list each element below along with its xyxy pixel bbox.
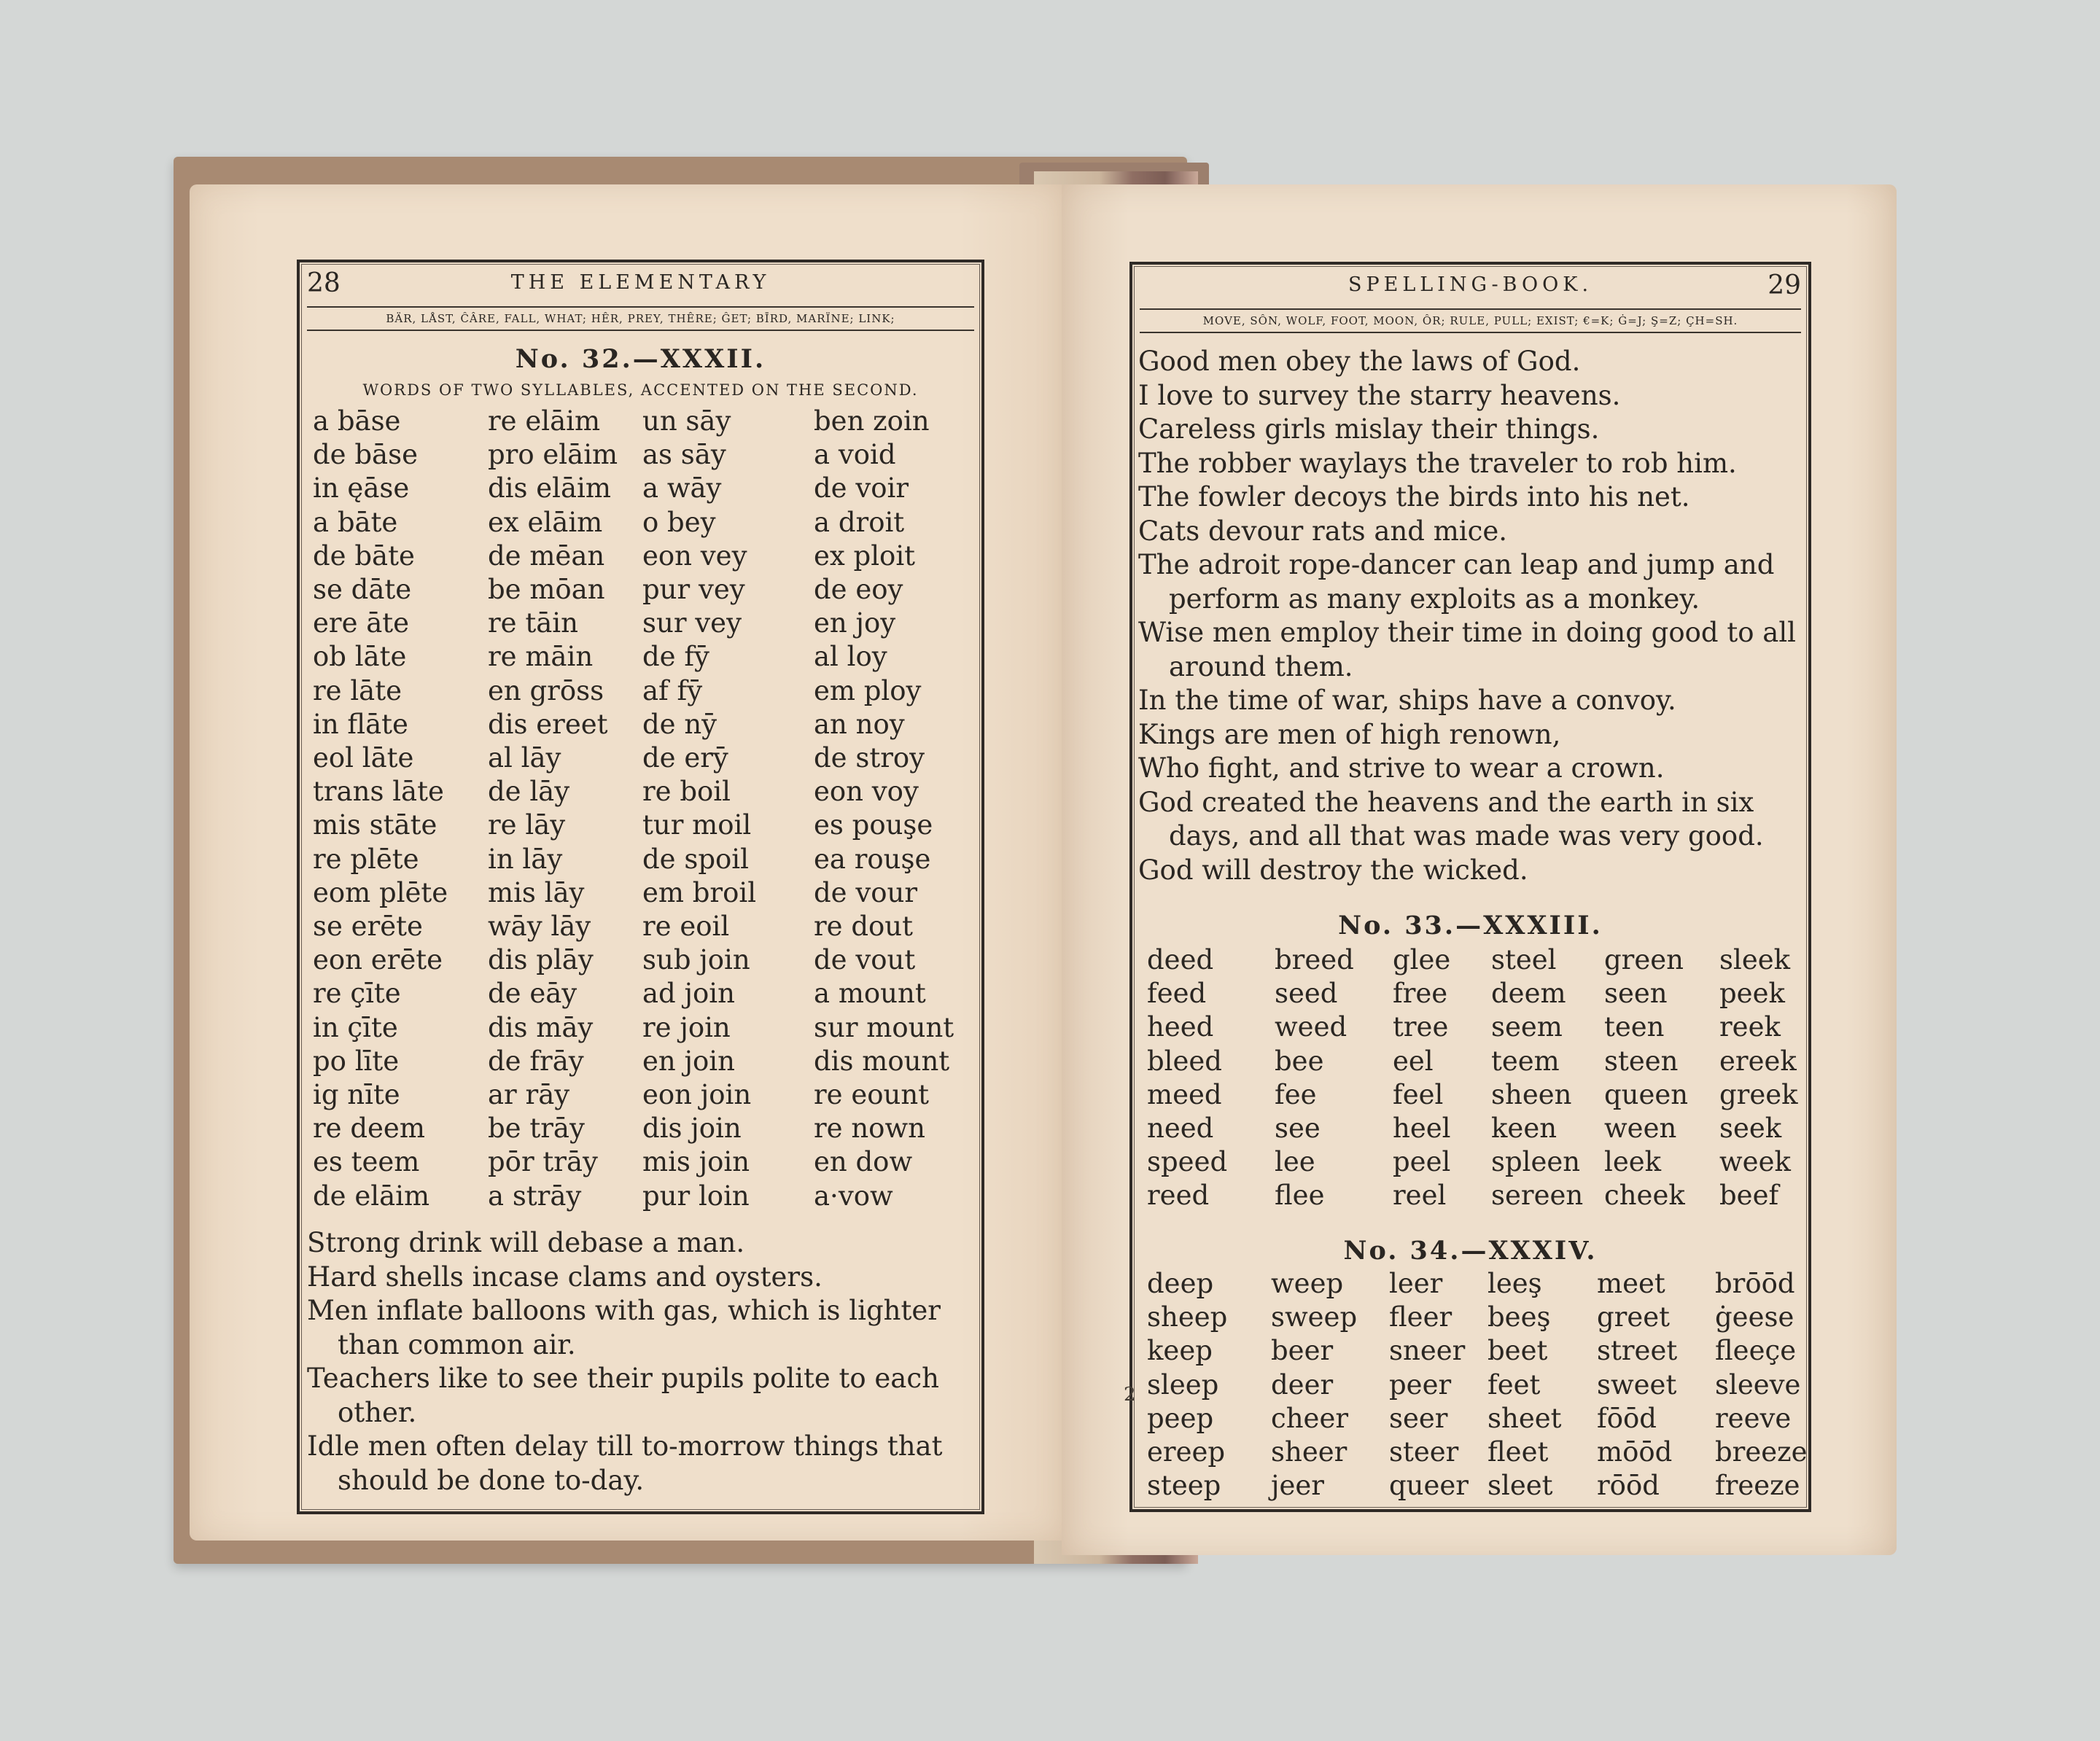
word-cell: queen xyxy=(1604,1078,1689,1110)
word-cell: in ęāse xyxy=(313,472,410,505)
word-cell: al loy xyxy=(814,641,887,673)
word-cell: de elāim xyxy=(313,1180,430,1212)
word-cell: peep xyxy=(1147,1402,1214,1434)
word-cell: spleen xyxy=(1491,1146,1581,1178)
left-running-head xyxy=(300,268,981,303)
word-cell: ea rouşe xyxy=(814,843,931,875)
word-cell: meed xyxy=(1147,1078,1222,1110)
word-cell: heed xyxy=(1147,1011,1214,1043)
page-number: 28 xyxy=(307,268,341,298)
sentence-line: The robber waylays the traveler to rob him. xyxy=(1138,447,1737,479)
left-page-frame xyxy=(297,260,984,1514)
word-cell: teem xyxy=(1491,1045,1560,1077)
word-cell: po līte xyxy=(313,1045,400,1077)
right-page-frame xyxy=(1129,262,1811,1512)
word-cell: mōōd xyxy=(1597,1436,1673,1468)
sentence-line: Who fight, and strive to wear a crown. xyxy=(1138,752,1665,784)
word-cell: rōōd xyxy=(1597,1470,1660,1502)
word-cell: af fȳ xyxy=(642,674,703,706)
word-cell: feet xyxy=(1488,1368,1541,1401)
word-cell: feed xyxy=(1147,978,1207,1010)
sentence-line: Teachers like to see their pupils polite to each xyxy=(307,1363,939,1394)
word-cell: keen xyxy=(1491,1113,1558,1145)
word-cell: fleeçe xyxy=(1715,1335,1797,1367)
word-cell: greek xyxy=(1719,1078,1798,1110)
pronunciation-key: MOVE, SÔN, WOLF, FOOT, MOON, ÔR; RULE, PULL; EXIST; €=K; Ġ=J; Ş=Z; ÇH=SH. xyxy=(1140,308,1801,333)
word-cell: leek xyxy=(1604,1146,1662,1178)
right-running-head xyxy=(1132,270,1808,305)
word-cell: de erȳ xyxy=(642,742,728,774)
word-cell: sheet xyxy=(1488,1402,1562,1434)
word-cell: re boil xyxy=(642,776,731,808)
sentence-block xyxy=(307,1226,942,1497)
word-cell: de voir xyxy=(814,472,909,505)
word-cell: ere āte xyxy=(313,607,410,639)
right-page xyxy=(1062,184,1897,1555)
word-cell: al lāy xyxy=(488,742,561,774)
word-cell: peer xyxy=(1389,1368,1452,1401)
word-cell: reek xyxy=(1719,1011,1781,1043)
word-cell: steel xyxy=(1491,944,1557,975)
word-cell: be trāy xyxy=(488,1113,585,1145)
word-cell: keep xyxy=(1147,1335,1213,1367)
word-cell: sleeve xyxy=(1715,1368,1801,1401)
word-cell: eol lāte xyxy=(313,742,414,774)
word-cell: deep xyxy=(1147,1268,1214,1299)
left-page xyxy=(190,184,1065,1541)
word-cell: re lāte xyxy=(313,674,402,706)
word-cell: re lāy xyxy=(488,809,566,841)
word-cell: de eoy xyxy=(814,574,903,606)
word-cell: brōōd xyxy=(1715,1268,1795,1299)
word-cell: de spoil xyxy=(642,843,749,875)
sentence-line: God will destroy the wicked. xyxy=(1138,854,1528,886)
word-cell: de bāte xyxy=(313,540,415,572)
word-cell: peel xyxy=(1393,1146,1451,1178)
word-cell: beef xyxy=(1719,1180,1779,1212)
sentence-line: Idle men often delay till to-morrow things that xyxy=(307,1430,943,1462)
word-cell: seed xyxy=(1275,978,1338,1010)
word-cell: a bāse xyxy=(313,405,401,437)
word-cell: weed xyxy=(1275,1011,1348,1043)
word-cell: steen xyxy=(1604,1045,1679,1077)
sentence-line: Strong drink will debase a man. xyxy=(307,1227,745,1258)
word-cell: sheep xyxy=(1147,1301,1228,1333)
word-cell: ereek xyxy=(1719,1045,1797,1077)
word-cell: flee xyxy=(1275,1180,1325,1212)
word-cell: reeve xyxy=(1715,1402,1792,1434)
word-cell: greet xyxy=(1597,1301,1671,1333)
word-cell: reed xyxy=(1147,1180,1210,1212)
word-cell: en grōss xyxy=(488,674,604,706)
word-cell: eon erēte xyxy=(313,944,443,976)
word-cell: re elāim xyxy=(488,405,601,437)
word-cell: a bāte xyxy=(313,506,398,538)
word-cell: de bāse xyxy=(313,439,418,471)
word-cell: pro elāim xyxy=(488,439,618,471)
word-cell: ben zoin xyxy=(814,405,930,437)
word-cell: weep xyxy=(1271,1268,1344,1299)
word-cell: ob lāte xyxy=(313,641,407,673)
word-cell: de fȳ xyxy=(642,641,709,673)
sentence-line: Careless girls mislay their things. xyxy=(1138,413,1600,445)
word-cell: trans lāte xyxy=(313,776,444,808)
sentence-line: The adroit rope-dancer can leap and jump and xyxy=(1138,549,1775,580)
sentence-line: Hard shells incase clams and oysters. xyxy=(307,1261,822,1293)
word-cell: week xyxy=(1719,1146,1791,1178)
word-cell: ex elāim xyxy=(488,506,603,538)
word-cell: de lāy xyxy=(488,776,570,808)
word-cell: as sāy xyxy=(642,439,726,471)
word-cell: eon join xyxy=(642,1079,752,1111)
word-cell: ereep xyxy=(1147,1436,1226,1468)
word-cell: in flāte xyxy=(313,708,408,740)
word-cell: green xyxy=(1604,944,1684,975)
word-cell: em broil xyxy=(642,876,757,908)
word-cell: re çīte xyxy=(313,978,401,1010)
word-cell: seer xyxy=(1389,1402,1448,1434)
word-cell: reel xyxy=(1393,1180,1447,1212)
word-cell: dis join xyxy=(642,1113,742,1145)
sentence-line: In the time of war, ships have a convoy. xyxy=(1138,685,1676,716)
word-cell: seen xyxy=(1604,978,1668,1010)
word-cell: se dāte xyxy=(313,574,412,606)
word-cell: bleed xyxy=(1147,1045,1222,1077)
word-cell: re dout xyxy=(814,911,914,943)
word-cell: sneer xyxy=(1389,1335,1466,1367)
word-cell: see xyxy=(1275,1113,1321,1145)
word-cell: steer xyxy=(1389,1436,1459,1468)
lesson-title: No. 34.—XXXIV. xyxy=(1343,1236,1598,1266)
word-cell: eel xyxy=(1393,1045,1434,1077)
word-cell: in çīte xyxy=(313,1011,398,1043)
word-cell: speed xyxy=(1147,1146,1228,1178)
word-cell: ar rāy xyxy=(488,1079,570,1111)
word-cell: seek xyxy=(1719,1113,1782,1145)
word-cell: dis mount xyxy=(814,1045,950,1077)
word-cell: glee xyxy=(1393,944,1451,975)
word-cell: pōr trāy xyxy=(488,1146,598,1178)
word-cell: en joy xyxy=(814,607,896,639)
word-cell: re eoil xyxy=(642,911,730,943)
word-cell: a droit xyxy=(814,506,905,538)
signature-mark: 2 xyxy=(1124,1384,1136,1406)
sentence-line: Good men obey the laws of God. xyxy=(1138,346,1581,377)
page-number: 29 xyxy=(1768,270,1801,300)
word-cell: o bey xyxy=(642,506,716,538)
word-cell: street xyxy=(1597,1335,1678,1367)
word-cell: re deem xyxy=(313,1113,425,1145)
sentence-line: should be done to-day. xyxy=(338,1464,645,1496)
word-cell: need xyxy=(1147,1113,1214,1145)
word-table xyxy=(313,405,974,1213)
word-cell: de mēan xyxy=(488,540,605,572)
sentence-line: The fowler decoys the birds into his net. xyxy=(1138,481,1690,513)
pronunciation-key: BÄR, LÅST, ĈÂRE, FALL, WHAT; HÊR, PREY, THÊRE; ĜET; BĪRD, MARÏNE; LINK; xyxy=(307,306,974,331)
word-cell: de stroy xyxy=(814,742,925,774)
word-cell: peek xyxy=(1719,978,1785,1010)
word-cell: ad join xyxy=(642,978,735,1010)
word-cell: a strāy xyxy=(488,1180,582,1212)
word-cell: free xyxy=(1393,978,1448,1010)
word-cell: freeze xyxy=(1715,1470,1800,1502)
word-cell: leeş xyxy=(1488,1268,1542,1299)
sentence-line: days, and all that was made was very good. xyxy=(1169,820,1764,852)
word-cell: de vour xyxy=(814,876,918,908)
word-cell: dis ereet xyxy=(488,708,608,740)
word-cell: ig nīte xyxy=(313,1079,400,1111)
word-cell: en join xyxy=(642,1045,735,1077)
lesson-title: No. 33.—XXXIII. xyxy=(1338,911,1603,940)
word-table xyxy=(1147,1267,1817,1503)
word-cell: sleet xyxy=(1488,1470,1553,1502)
word-cell: jeer xyxy=(1271,1470,1324,1502)
word-cell: re eount xyxy=(814,1079,930,1111)
sentence-line: Cats devour rats and mice. xyxy=(1138,515,1508,547)
word-cell: meet xyxy=(1597,1268,1665,1299)
word-table xyxy=(1147,943,1821,1213)
word-cell: fleet xyxy=(1488,1436,1549,1468)
word-cell: sheer xyxy=(1271,1436,1348,1468)
word-cell: ween xyxy=(1604,1113,1677,1145)
sentence-line: around them. xyxy=(1169,650,1353,682)
word-cell: re join xyxy=(642,1011,731,1043)
word-cell: re plēte xyxy=(313,843,419,875)
word-cell: se erēte xyxy=(313,911,423,943)
word-cell: a mount xyxy=(814,978,926,1010)
word-cell: pur vey xyxy=(642,574,745,606)
word-cell: es teem xyxy=(313,1146,420,1178)
word-cell: sweep xyxy=(1271,1301,1358,1333)
word-cell: dis plāy xyxy=(488,944,594,976)
word-cell: sur vey xyxy=(642,607,742,639)
word-cell: fee xyxy=(1275,1078,1317,1110)
word-cell: cheer xyxy=(1271,1402,1349,1434)
word-cell: de eāy xyxy=(488,978,578,1010)
word-cell: beet xyxy=(1488,1335,1548,1367)
word-cell: feel xyxy=(1393,1078,1444,1110)
word-cell: re māin xyxy=(488,641,594,673)
word-cell: a wāy xyxy=(642,472,722,505)
word-cell: em ploy xyxy=(814,674,922,706)
word-cell: ex ploit xyxy=(814,540,916,572)
running-title: THE ELEMENTARY xyxy=(510,271,771,294)
sentence-line: Kings are men of high renown, xyxy=(1138,718,1561,750)
word-cell: a·vow xyxy=(814,1180,893,1212)
word-cell: mis join xyxy=(642,1146,750,1178)
open-book xyxy=(174,157,1903,1571)
word-cell: lee xyxy=(1275,1146,1315,1178)
word-cell: fleer xyxy=(1389,1301,1452,1333)
word-cell: deem xyxy=(1491,978,1566,1010)
word-cell: re nown xyxy=(814,1113,925,1145)
sentence-line: other. xyxy=(338,1396,417,1428)
word-cell: en dow xyxy=(814,1146,913,1178)
word-cell: de frāy xyxy=(488,1045,584,1077)
word-cell: eon voy xyxy=(814,776,919,808)
word-cell: deed xyxy=(1147,944,1214,975)
word-cell: sweet xyxy=(1597,1368,1677,1401)
word-cell: dis elāim xyxy=(488,472,611,505)
word-cell: sur mount xyxy=(814,1011,954,1043)
running-title: SPELLING-BOOK. xyxy=(1348,273,1593,296)
sentence-line: I love to survey the starry heavens. xyxy=(1138,379,1621,411)
word-cell: sereen xyxy=(1491,1180,1584,1212)
word-cell: eom plēte xyxy=(313,876,448,908)
word-cell: fōōd xyxy=(1597,1402,1657,1434)
sentence-line: Wise men employ their time in doing good to all xyxy=(1138,617,1797,648)
word-cell: tur moil xyxy=(642,809,752,841)
sentence-line: perform as many exploits as a monkey. xyxy=(1169,583,1700,615)
sentence-block xyxy=(1138,345,1796,887)
sentence-line: Men inflate balloons with gas, which is lighter xyxy=(307,1295,941,1326)
word-cell: queer xyxy=(1389,1470,1469,1502)
word-cell: sheen xyxy=(1491,1078,1572,1110)
word-cell: a void xyxy=(814,439,896,471)
word-cell: be mōan xyxy=(488,574,605,606)
word-cell: pur loin xyxy=(642,1180,750,1212)
word-cell: breed xyxy=(1275,944,1354,975)
word-cell: mis stāte xyxy=(313,809,438,841)
sentence-line: than common air. xyxy=(338,1328,576,1360)
word-cell: wāy lāy xyxy=(488,911,591,943)
word-cell: seem xyxy=(1491,1011,1563,1043)
word-cell: in lāy xyxy=(488,843,563,875)
word-cell: sleek xyxy=(1719,944,1791,975)
word-cell: an noy xyxy=(814,708,905,740)
word-cell: de nȳ xyxy=(642,708,718,740)
word-cell: eon vey xyxy=(642,540,747,572)
word-cell: sleep xyxy=(1147,1368,1219,1401)
word-cell: beer xyxy=(1271,1335,1334,1367)
word-cell: dis māy xyxy=(488,1011,594,1043)
word-cell: heel xyxy=(1393,1113,1451,1145)
word-cell: un sāy xyxy=(642,405,731,437)
word-cell: teen xyxy=(1604,1011,1665,1043)
word-cell: sub join xyxy=(642,944,750,976)
word-cell: deer xyxy=(1271,1368,1334,1401)
word-cell: leer xyxy=(1389,1268,1443,1299)
word-cell: tree xyxy=(1393,1011,1449,1043)
sentence-line: God created the heavens and the earth in six xyxy=(1138,786,1754,818)
word-cell: re tāin xyxy=(488,607,578,639)
word-cell: beeş xyxy=(1488,1301,1551,1333)
word-cell: steep xyxy=(1147,1470,1221,1502)
word-cell: mis lāy xyxy=(488,876,585,908)
word-cell: breeze xyxy=(1715,1436,1808,1468)
word-cell: bee xyxy=(1275,1045,1324,1077)
lesson-subtitle: WORDS OF TWO SYLLABLES, ACCENTED ON THE SECOND. xyxy=(362,381,919,399)
lesson-title: No. 32.—XXXII. xyxy=(515,344,766,374)
word-cell: cheek xyxy=(1604,1180,1685,1212)
word-cell: ġeese xyxy=(1715,1301,1794,1333)
word-cell: de vout xyxy=(814,944,916,976)
word-cell: es pouşe xyxy=(814,809,933,841)
